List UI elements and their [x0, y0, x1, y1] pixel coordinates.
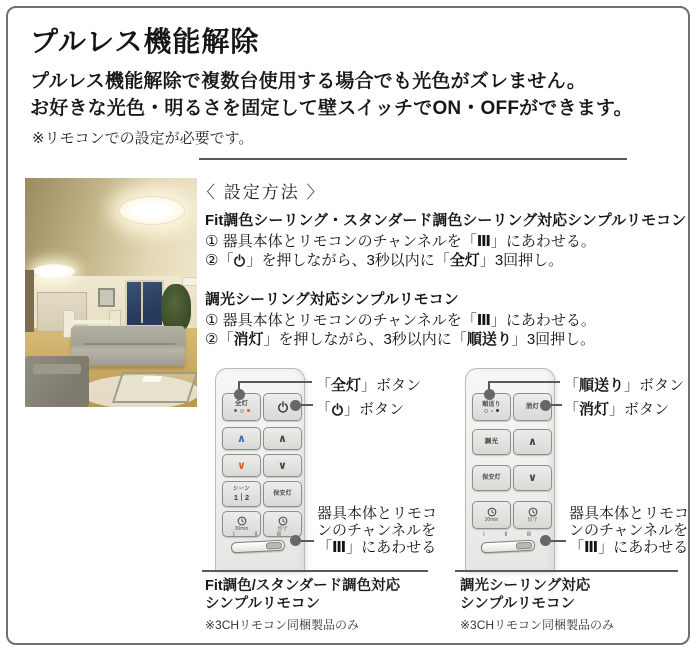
callout-all-on-pre: 「	[316, 377, 332, 394]
channel-note-line2: ンのチャンネルを	[569, 522, 689, 539]
channel-note-line3	[317, 539, 437, 556]
section1-step1	[205, 232, 596, 251]
page-title: プルレス機能解除	[30, 26, 260, 57]
section1-step2-target: 全灯	[449, 252, 480, 269]
callout-power	[316, 398, 404, 419]
section1-step2	[205, 251, 563, 270]
callout-off-label: 消灯	[579, 401, 610, 418]
chevron-down-icon: ∨	[528, 472, 537, 484]
chevron-up-icon: ∧	[528, 436, 537, 448]
photo-picture-frame	[98, 288, 115, 307]
remote2-caption	[460, 577, 590, 613]
remote2-dim-button	[472, 429, 511, 455]
remote1-channel-note	[317, 505, 437, 556]
remote-setting-note: ※リモコンでの設定が必要です。	[32, 130, 254, 147]
power-icon	[331, 403, 344, 416]
photo-sofa-left-cushion	[33, 364, 81, 374]
callout-dot	[290, 535, 301, 546]
channel-note-line3-channel: Ⅲ	[584, 539, 599, 556]
photo-dining-table	[73, 320, 113, 324]
callout-dot	[290, 400, 301, 411]
ceiling-light-secondary	[33, 264, 75, 279]
photo-plant	[161, 284, 191, 332]
section2-step2-pre: ②「	[205, 331, 234, 348]
channel-note-line3-pre: 「	[317, 539, 333, 556]
photo-window-mullion	[141, 280, 143, 323]
timer-clock-icon	[528, 507, 538, 517]
living-room-photo	[25, 178, 197, 407]
remote2-bright-up-button	[513, 429, 552, 455]
remote1-sleep-timer-label: 30min	[234, 526, 249, 532]
callout-cycle	[564, 374, 684, 395]
callout-line	[488, 381, 560, 383]
remote1-bright-up-button	[263, 427, 302, 450]
remote2-night-light-button	[472, 465, 511, 491]
callout-all-on-label: 全灯	[331, 377, 362, 394]
photo-doorway	[25, 270, 34, 332]
remote2-caption-note: ※3CHリモコン同梱製品のみ	[460, 618, 615, 632]
section2-step2-mid: 」を押しながら、3秒以内に「	[263, 331, 467, 348]
remote2-channel-marks	[483, 532, 531, 538]
callout-dot	[540, 535, 551, 546]
color-mode-dots-icon	[234, 409, 250, 413]
section1-step2-post: 」3回押し。	[479, 252, 564, 269]
callout-off-post: 」ボタン	[609, 401, 670, 418]
callout-line	[300, 404, 313, 406]
remote1-scene-numbers	[234, 493, 249, 501]
section1-step1-post: 」にあわせる。	[490, 233, 596, 250]
callout-dot	[540, 400, 551, 411]
photo-window	[125, 280, 164, 327]
scene-2-label: 2	[245, 492, 250, 502]
channel-note-line3	[569, 539, 689, 556]
remote2-cycle-label: 順送り	[482, 401, 501, 408]
remote1-channel-slider	[231, 540, 286, 554]
channel-mark-3: Ⅲ	[526, 532, 531, 538]
timer-clock-icon	[237, 516, 247, 526]
intro-line-2: お好きな光色・明るさを固定して壁スイッチでON・OFFができます。	[30, 98, 633, 119]
remote1-away-timer-label: 留守	[277, 526, 288, 532]
channel-note-line1: 器具本体とリモコ	[317, 505, 438, 522]
section2-step1-channel: Ⅲ	[476, 312, 491, 329]
callout-line	[300, 540, 314, 542]
callout-cycle-post: 」ボタン	[624, 377, 685, 394]
section-divider	[199, 158, 627, 160]
photo-coffee-table-papers	[142, 376, 162, 382]
remote2-channel-note	[569, 505, 689, 556]
channel-mark-2: Ⅱ	[504, 532, 508, 538]
remote2-away-timer-label: 留守	[527, 517, 538, 523]
chevron-up-icon: ∧	[237, 432, 246, 445]
chevron-up-icon: ∧	[278, 432, 287, 445]
intro-line-1: プルレス機能解除で複数台使用する場合でも光色がズレません。	[30, 71, 587, 92]
section1-step2-mid: 」を押しながら、3秒以内に「	[246, 252, 450, 269]
photo-ac-unit	[182, 277, 197, 286]
callout-cycle-pre: 「	[564, 377, 580, 394]
remote2-sleep-timer-button	[472, 501, 511, 529]
section1-step1-channel: Ⅲ	[476, 233, 491, 250]
remote1-caption-line1: Fit調色/スタンダード調色対応	[205, 578, 401, 594]
callout-line	[550, 404, 562, 406]
remote2-dim-label: 調光	[484, 437, 499, 445]
channel-slider-knob	[516, 542, 532, 550]
callout-power-post: 」ボタン	[344, 401, 405, 418]
chevron-down-icon: ∨	[278, 459, 287, 472]
remote1-divider	[202, 570, 428, 572]
remote2-night-light-label: 保安灯	[482, 475, 501, 481]
remote1-caption-line2: シンプルリモコン	[205, 596, 321, 612]
section2-step2-target: 順送り	[466, 331, 512, 348]
section1-title: Fit調色シーリング・スタンダード調色シーリング対応シンプルリモコン	[205, 212, 687, 229]
callout-dot	[484, 389, 495, 400]
remote2-divider	[455, 570, 678, 572]
ceiling-light-main	[119, 196, 185, 225]
channel-note-line3-channel: Ⅲ	[332, 539, 347, 556]
remote1-caption	[205, 577, 400, 613]
remote1-color-down-button	[222, 454, 261, 477]
photo-sofa-main-cushion-line	[83, 343, 175, 345]
callout-off	[564, 398, 669, 419]
remote1-channel-marks	[233, 532, 281, 538]
section2-step1-post: 」にあわせる。	[490, 312, 596, 329]
remote1-scene-button	[222, 481, 261, 507]
remote1-color-up-button	[222, 427, 261, 450]
callout-all-on-post: 」ボタン	[361, 377, 422, 394]
cycle-mode-dots-icon	[484, 409, 499, 413]
remote1-all-on-label: 全灯	[234, 400, 249, 408]
callout-power-pre: 「	[316, 401, 332, 418]
channel-mark-1: Ⅰ	[233, 532, 235, 538]
section2-step1	[205, 311, 596, 330]
remote2-away-timer-button	[513, 501, 552, 529]
remote1-night-light-label: 保安灯	[273, 491, 292, 497]
scene-divider	[241, 493, 242, 501]
channel-note-line3-pre: 「	[569, 539, 585, 556]
channel-note-line3-post: 」にあわせる	[598, 539, 689, 556]
remote2-channel-slider	[481, 540, 536, 554]
callout-cycle-label: 順送り	[579, 377, 625, 394]
timer-clock-icon	[487, 507, 497, 517]
section2-step2-hold: 消灯	[233, 331, 264, 348]
callout-all-on	[316, 374, 421, 395]
remote2-bright-down-button	[513, 465, 552, 491]
remote1-bright-down-button	[263, 454, 302, 477]
scene-1-label: 1	[233, 492, 238, 502]
channel-slider-knob	[266, 542, 282, 550]
channel-mark-1: Ⅰ	[483, 532, 485, 538]
remote1-scene-label: シーン	[233, 485, 250, 492]
callout-off-pre: 「	[564, 401, 580, 418]
remote2-off-label: 消灯	[525, 402, 540, 410]
section2-step2	[205, 330, 595, 349]
callout-line	[550, 540, 566, 542]
remote2-sleep-timer-label: 30min	[484, 517, 499, 523]
section2-title: 調光シーリング対応シンプルリモコン	[205, 291, 459, 308]
remote1-night-light-button	[263, 481, 302, 507]
section1-step2-pre: ②「	[205, 252, 234, 269]
remote2-caption-line2: シンプルリモコン	[460, 596, 576, 612]
section2-step2-post: 」3回押し。	[511, 331, 596, 348]
channel-mark-3: Ⅲ	[276, 532, 281, 538]
timer-clock-icon	[278, 516, 288, 526]
power-icon	[277, 401, 289, 413]
remote1-caption-note: ※3CHリモコン同梱製品のみ	[205, 618, 360, 632]
callout-line	[238, 381, 312, 383]
section2-step1-pre: ① 器具本体とリモコンのチャンネルを「	[205, 312, 477, 329]
remote2-caption-line1: 調光シーリング対応	[460, 578, 591, 594]
channel-note-line3-post: 」にあわせる	[346, 539, 437, 556]
callout-dot	[234, 389, 245, 400]
chevron-down-icon: ∨	[237, 459, 246, 472]
power-icon	[233, 254, 246, 267]
channel-note-line1: 器具本体とリモコ	[569, 505, 690, 522]
section1-step1-pre: ① 器具本体とリモコンのチャンネルを「	[205, 233, 477, 250]
method-heading: 〈 設定方法 〉	[198, 183, 326, 202]
channel-note-line2: ンのチャンネルを	[317, 522, 437, 539]
channel-mark-2: Ⅱ	[254, 532, 258, 538]
